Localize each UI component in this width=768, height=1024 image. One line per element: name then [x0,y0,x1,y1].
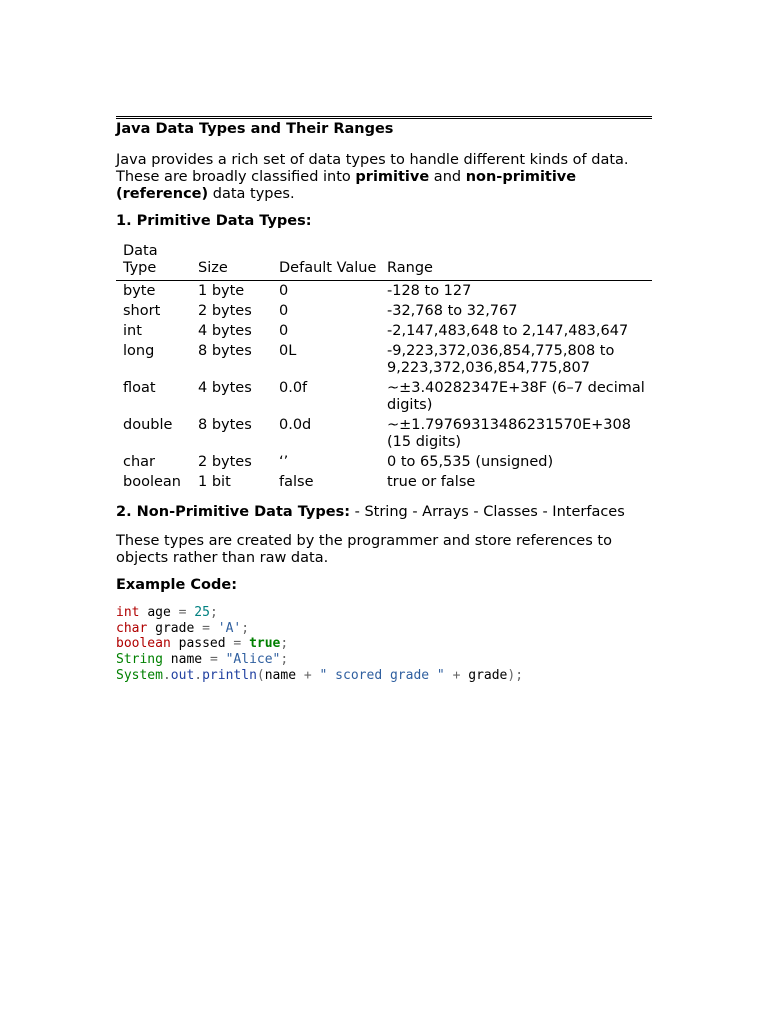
cell-range: -128 to 127 [387,283,472,299]
cell-size: 4 bytes [198,323,252,339]
nonprimitive-heading: 2. Non-Primitive Data Types: [116,504,350,520]
code-type: boolean [116,636,171,652]
cell-default: 0.0d [279,417,312,433]
cell-size: 8 bytes [198,417,252,433]
table-row [116,321,652,341]
table-row [116,415,652,452]
data-types-table [116,243,652,492]
intro-bold-primitive: primitive [355,169,430,185]
intro-text-before: Java provides a rich set of data types to handle different kinds of data. These are broadly classified into [116,152,629,185]
cell-range: 0 to 65,535 (unsigned) [387,454,554,470]
document-title: Java Data Types and Their Ranges [116,121,394,137]
example-heading: Example Code: [116,577,237,593]
table-row [116,452,652,472]
code-ident: passed [178,636,226,652]
table-row [116,301,652,321]
table-row [116,378,652,415]
code-punct: ); [507,667,524,683]
intro-text-after: data types. [208,186,295,202]
intro-bold-nonprimitive: non-primitive (reference) [116,169,577,202]
code-string: 'A' [217,620,242,636]
code-punct: ; [241,620,250,636]
code-type: char [116,620,148,636]
cell-default: ‘’ [279,454,289,470]
cell-range: -2,147,483,648 to 2,147,483,647 [387,323,629,339]
cell-type: byte [123,283,156,299]
cell-type: char [123,454,156,470]
nonprimitive-description: These types are created by the programmer and store references to objects rather than raw data. [116,533,612,566]
cell-type: double [123,417,173,433]
cell-default: 0 [279,303,289,319]
code-block [116,605,652,684]
code-class: System [116,667,163,683]
cell-size: 1 bit [198,474,231,490]
table-row [116,472,652,492]
cell-size: 4 bytes [198,380,252,396]
header-default-value: Default Value [272,243,380,281]
code-punct: ; [280,636,289,652]
table-header-row [116,243,652,281]
cell-default: 0 [279,283,289,299]
code-ident: grade [155,620,195,636]
nonprimitive-list: - String - Arrays - Classes - Interfaces [350,504,625,520]
cell-range: ~±3.40282347E+38F (6–7 decimal digits) [387,380,645,413]
code-punct: . [162,667,171,683]
cell-type: boolean [123,474,181,490]
code-number: 25 [194,605,210,620]
code-op: + [452,667,461,683]
code-ident: name [264,667,297,683]
code-punct: ; [209,605,218,620]
table-row [116,281,652,302]
code-method: println [202,667,257,683]
top-rule [116,116,652,119]
cell-range: -9,223,372,036,854,775,808 to 9,223,372,036,854,775,807 [387,343,615,376]
code-punct: . [194,667,203,683]
cell-type: int [123,323,142,339]
code-type: int [116,605,140,620]
code-type: String [116,652,163,668]
table-row [116,341,652,378]
code-op: = [233,636,242,652]
nonprimitive-paragraph [116,504,652,521]
primitive-heading: 1. Primitive Data Types: [116,213,312,229]
cell-size: 1 byte [198,283,245,299]
cell-range: -32,768 to 32,767 [387,303,518,319]
code-string: "Alice" [225,652,281,668]
intro-paragraph [116,152,652,203]
code-op: + [303,667,312,683]
cell-range: true or false [387,474,476,490]
code-field: out [170,667,195,683]
code-op: = [202,620,210,636]
code-op: = [209,652,218,668]
code-punct: ( [256,667,265,683]
header-size: Size [191,243,272,281]
cell-size: 8 bytes [198,343,252,359]
document-page [116,116,652,684]
code-ident: age [147,605,171,620]
cell-default: 0 [279,323,289,339]
cell-default: 0L [279,343,297,359]
cell-size: 2 bytes [198,303,252,319]
cell-size: 2 bytes [198,454,252,470]
header-data-type: Data Type [116,243,191,281]
cell-type: long [123,343,155,359]
code-boolean: true [249,636,281,652]
cell-range: ~±1.79769313486231570E+308 (15 digits) [387,417,631,450]
code-op: = [178,605,187,620]
code-string: " scored grade " [319,667,445,683]
cell-type: short [123,303,161,319]
code-ident: name [170,652,203,668]
cell-default: 0.0f [279,380,308,396]
code-ident: grade [468,667,508,683]
cell-default: false [279,474,314,490]
cell-type: float [123,380,156,396]
code-punct: ; [280,652,289,668]
header-range: Range [380,243,652,281]
intro-text-middle: and [429,169,466,185]
